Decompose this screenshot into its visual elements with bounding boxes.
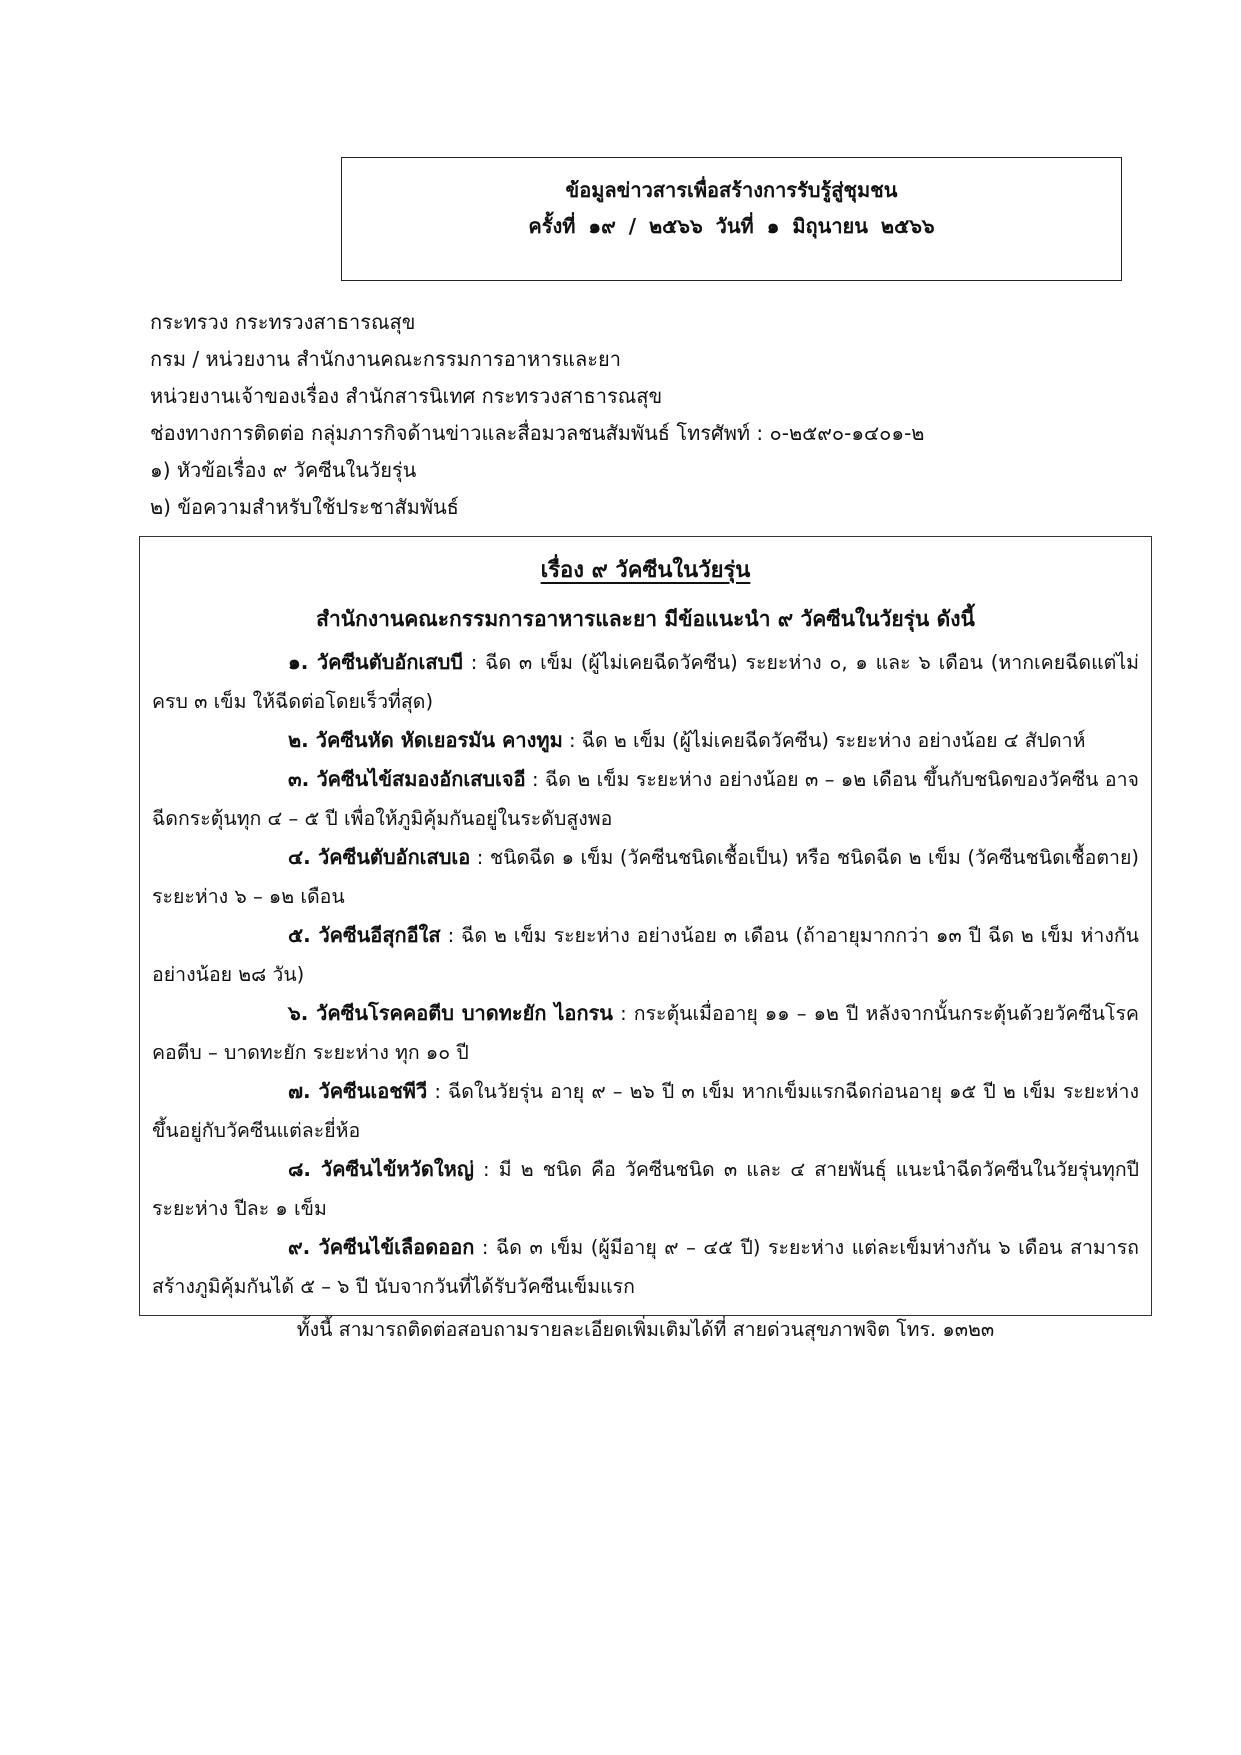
vaccine-text: : ฉีด ๓ เข็ม (ผู้ไม่เคยฉีดวัคซีน) ระยะห่าง ๐, ๑ และ ๖ เดือน (หากเคยฉีดแต่ไม่ครบ ๓ เข็ม ให้ฉีดต่อโดยเร็วที่สุด) (152, 651, 1139, 713)
vaccine-item (152, 1150, 1139, 1228)
header-title: ข้อมูลข่าวสารเพื่อสร้างการรับรู้สู่ชุมชน (565, 178, 898, 202)
vaccine-item (152, 916, 1139, 994)
vaccine-heading: ๕. วัคซีนอีสุกอีใส (288, 923, 441, 947)
vaccine-item (152, 1072, 1139, 1150)
vaccine-text: : ฉีด ๒ เข็ม ระยะห่าง อย่างน้อย ๓ เดือน (ถ้าอายุมากกว่า ๑๓ ปี ฉีด ๒ เข็ม ห่างกันอย่างน้อย ๒๘ วัน) (152, 924, 1139, 986)
meta-department: กรม / หน่วยงาน สำนักงานคณะกรรมการอาหารและยา (150, 347, 621, 371)
vaccine-heading: ๓. วัคซีนไข้สมองอักเสบเจอี (288, 767, 526, 791)
vaccine-heading: ๑. วัคซีนตับอักเสบบี (288, 650, 463, 674)
meta-ministry: กระทรวง กระทรวงสาธารณสุข (150, 310, 416, 334)
contact-line: ทั้งนี้ สามารถติดต่อสอบถามรายละเอียดเพิ่มเติมได้ที่ สายด่วนสุขภาพจิต โทร. ๑๓๒๓ (296, 1318, 995, 1341)
vaccine-text: : ชนิดฉีด ๑ เข็ม (วัคซีนชนิดเชื้อเป็น) หรือ ชนิดฉีด ๒ เข็ม (วัคซีนชนิดเชื้อตาย) ระยะห่าง ๖ – ๑๒ เดือน (152, 846, 1139, 908)
content-box (139, 536, 1152, 1341)
vaccine-heading: ๖. วัคซีนโรคคอตีบ บาดทะยัก ไอกรน (288, 1001, 613, 1025)
vaccine-text: : ฉีด ๓ เข็ม (ผู้มีอายุ ๙ – ๔๕ ปี) ระยะห่าง แต่ละเข็มห่างกัน ๖ เดือน สามารถสร้างภูมิคุ้มกันได้ ๕ – ๖ ปี นับจากวันที่ได้รับวัคซีนเข็มแรก (152, 1236, 1139, 1298)
vaccine-item (152, 760, 1139, 838)
vaccine-text: : มี ๒ ชนิด คือ วัคซีนชนิด ๓ และ ๔ สายพันธุ์ แนะนำฉีดวัคซีนในวัยรุ่นทุกปี ระยะห่าง ปีละ ๑ เข็ม (152, 1158, 1140, 1220)
vaccine-heading: ๒. วัคซีนหัด หัดเยอรมัน คางทูม (288, 728, 563, 752)
vaccine-item (152, 643, 1139, 721)
header-box (341, 157, 1122, 281)
vaccine-text: : กระตุ้นเมื่ออายุ ๑๑ – ๑๒ ปี หลังจากนั้นกระตุ้นด้วยวัคซีนโรคคอตีบ – บาดทะยัก ระยะห่าง ทุก ๑๐ ปี (152, 1002, 1139, 1064)
vaccine-item (152, 838, 1139, 916)
vaccine-heading: ๘. วัคซีนไข้หวัดใหญ่ (288, 1157, 474, 1181)
header-issue-date: ครั้งที่ ๑๙ / ๒๕๖๖ วันที่ ๑ มิถุนายน ๒๕๖๖ (528, 214, 935, 238)
vaccine-heading: ๗. วัคซีนเอชพีวี (288, 1079, 428, 1103)
content-subtitle: สำนักงานคณะกรรมการอาหารและยา มีข้อแนะนำ ๙ วัคซีนในวัยรุ่น ดังนี้ (316, 607, 975, 631)
meta-contact: ช่องทางการติดต่อ กลุ่มภารกิจด้านข่าวและสื่อมวลชนสัมพันธ์ โทรศัพท์ : ๐-๒๕๙๐-๑๔๐๑-๒ (150, 421, 925, 445)
vaccine-text: : ฉีดในวัยรุ่น อายุ ๙ – ๒๖ ปี ๓ เข็ม หากเข็มแรกฉีดก่อนอายุ ๑๕ ปี ๒ เข็ม ระยะห่าง ขึ้นอยู่กับวัคซีนแต่ละยี่ห้อ (152, 1080, 1139, 1142)
vaccine-item (152, 994, 1139, 1072)
content-title: เรื่อง ๙ วัคซีนในวัยรุ่น (540, 558, 751, 583)
meta-message-label: ๒) ข้อความสำหรับใช้ประชาสัมพันธ์ (150, 495, 459, 519)
meta-section (150, 304, 924, 526)
meta-topic: ๑) หัวข้อเรื่อง ๙ วัคซีนในวัยรุ่น (150, 458, 417, 482)
vaccine-heading: ๙. วัคซีนไข้เลือดออก (288, 1235, 475, 1259)
vaccine-heading: ๔. วัคซีนตับอักเสบเอ (288, 845, 471, 869)
vaccine-text: : ฉีด ๒ เข็ม ระยะห่าง อย่างน้อย ๓ – ๑๒ เดือน ขึ้นกับชนิดของวัคซีน อาจฉีดกระตุ้นทุก ๔ – ๕ ปี เพื่อให้ภูมิคุ้มกันอยู่ในระดับสูงพอ (152, 768, 1139, 830)
meta-owner: หน่วยงานเจ้าของเรื่อง สำนักสารนิเทศ กระทรวงสาธารณสุข (150, 384, 663, 408)
vaccine-item (152, 721, 1139, 760)
vaccine-item (152, 1228, 1139, 1306)
vaccine-text: : ฉีด ๒ เข็ม (ผู้ไม่เคยฉีดวัคซีน) ระยะห่าง อย่างน้อย ๔ สัปดาห์ (562, 729, 1086, 752)
